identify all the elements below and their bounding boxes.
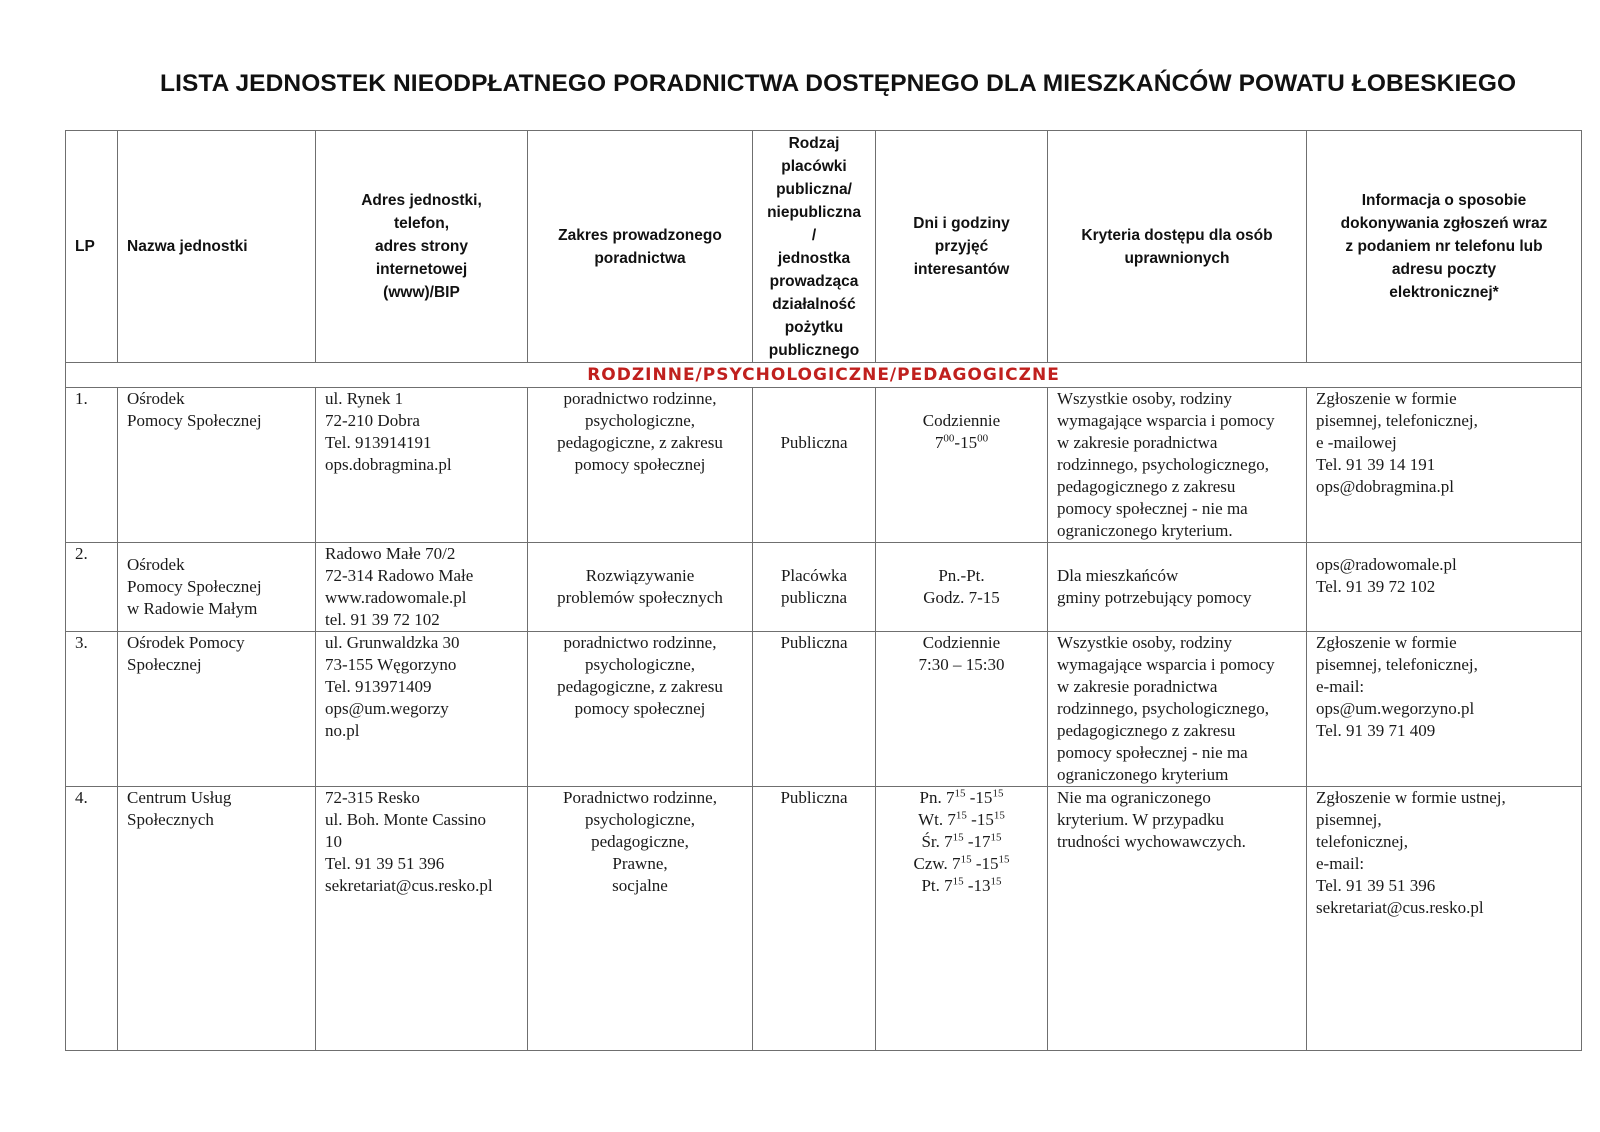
cell-lp: 4. — [66, 787, 118, 1051]
cell-line: ops@radowomale.pl — [1316, 555, 1457, 574]
section-title: RODZINNE/PSYCHOLOGICZNE/PEDAGOGICZNE — [66, 363, 1582, 388]
column-header-line: Kryteria dostępu dla osób — [1081, 226, 1273, 244]
cell-criteria — [1048, 632, 1307, 787]
cell-line: pedagogicznego z zakresu — [1057, 477, 1236, 496]
column-header-type — [753, 131, 876, 363]
cell-line: tel. 91 39 72 102 — [325, 610, 440, 629]
cell-line: Tel. 913914191 — [325, 433, 432, 452]
header-row — [66, 131, 1582, 363]
cell-line: rodzinnego, psychologicznego, — [1057, 455, 1269, 474]
hours-line: Codziennie — [922, 633, 1001, 652]
table-row — [66, 632, 1582, 787]
cell-line: ops@dobragmina.pl — [1316, 477, 1454, 496]
cell-line: psychologiczne, — [585, 655, 695, 674]
cell-line: pomocy społecznej - nie ma — [1057, 743, 1248, 762]
cell-line: wymagające wsparcia i pomocy — [1057, 655, 1275, 674]
cell-lp: 2. — [66, 543, 118, 632]
cell-line: Tel. 913971409 — [325, 677, 432, 696]
units-table — [65, 130, 1582, 1051]
cell-line: 10 — [325, 832, 342, 851]
cell-line: Ośrodek — [127, 389, 185, 408]
cell-line: pomocy społecznej — [574, 699, 706, 718]
cell-line: Zgłoszenie w formie — [1316, 633, 1457, 652]
hours-sup: 15 — [955, 809, 967, 822]
cell-lp: 3. — [66, 632, 118, 787]
cell-line: kryterium. W przypadku — [1057, 810, 1224, 829]
hours-sup: 15 — [960, 853, 972, 866]
cell-line: Rozwiązywanie — [585, 566, 695, 585]
hours-line: 7:30 – 15:30 — [918, 655, 1005, 674]
cell-line: e -mailowej — [1316, 433, 1397, 452]
cell-line: Zgłoszenie w formie — [1316, 389, 1457, 408]
cell-line: Poradnictwo rodzinne, — [563, 788, 717, 807]
cell-line: Publiczna — [780, 433, 848, 452]
cell-line: Tel. 91 39 72 102 — [1316, 577, 1436, 596]
column-header-line: (www)/BIP — [383, 284, 460, 301]
cell-scope — [528, 632, 753, 787]
cell-name — [118, 388, 316, 543]
cell-address — [316, 632, 528, 787]
cell-scope — [528, 543, 753, 632]
column-header-line: / — [811, 226, 817, 244]
column-header-line: Nazwa jednostki — [127, 238, 248, 255]
cell-contact — [1307, 632, 1582, 787]
column-header-criteria — [1048, 131, 1307, 363]
cell-line: trudności wychowawczych. — [1057, 832, 1246, 851]
column-header-line: Dni i godziny — [913, 215, 1010, 232]
cell-line: socjalne — [612, 876, 668, 895]
cell-criteria — [1048, 787, 1307, 1051]
cell-name — [118, 543, 316, 632]
cell-line: Publiczna — [780, 788, 848, 807]
hours-sup: 15 — [992, 787, 1004, 800]
cell-hours — [876, 787, 1048, 1051]
column-header-line: niepubliczna — [767, 203, 861, 221]
column-header-line: uprawnionych — [1124, 249, 1230, 267]
cell-criteria — [1048, 388, 1307, 543]
cell-line: telefonicznej, — [1316, 832, 1409, 851]
cell-line: ograniczonego kryterium. — [1057, 521, 1233, 540]
cell-line: pedagogicznego z zakresu — [1057, 721, 1236, 740]
column-header-line: publicznego — [768, 341, 860, 359]
cell-line: pedagogiczne, — [591, 832, 689, 851]
column-header-line: internetowej — [375, 261, 468, 278]
cell-line: w Radowie Małym — [127, 599, 258, 618]
cell-line: Tel. 91 39 51 396 — [1316, 876, 1436, 895]
cell-line: ops.dobragmina.pl — [325, 455, 452, 474]
cell-line: Placówka — [780, 566, 848, 585]
cell-line: www.radowomale.pl — [325, 588, 467, 607]
cell-contact — [1307, 787, 1582, 1051]
cell-type — [753, 632, 876, 787]
cell-line: 72-314 Radowo Małe — [325, 566, 474, 585]
cell-line: Centrum Usług — [127, 788, 232, 807]
cell-line: e-mail: — [1316, 677, 1365, 696]
cell-line: ul. Grunwaldzka 30 — [325, 633, 460, 652]
cell-line: 72-210 Dobra — [325, 411, 420, 430]
cell-line: ul. Rynek 1 — [325, 389, 404, 408]
section-row — [66, 363, 1582, 388]
cell-line: ograniczonego kryterium — [1057, 765, 1229, 784]
column-header-line: jednostka — [777, 249, 851, 267]
hours-line: $7^{00}-15^{00}$ — [934, 432, 989, 452]
column-header-lp — [66, 131, 118, 363]
column-header-line: działalność — [772, 295, 856, 313]
column-header-line: publiczna/ — [776, 180, 852, 198]
column-header-line: placówki — [781, 157, 847, 175]
column-header-line: adres strony — [374, 238, 469, 255]
cell-line: wymagające wsparcia i pomocy — [1057, 411, 1275, 430]
column-header-address — [316, 131, 528, 363]
cell-line: w zakresie poradnictwa — [1057, 433, 1218, 452]
cell-contact — [1307, 543, 1582, 632]
cell-line: ul. Boh. Monte Cassino — [325, 810, 487, 829]
hours-sup: 15 — [990, 875, 1002, 888]
cell-criteria — [1048, 543, 1307, 632]
column-header-line: z podaniem nr telefonu lub — [1345, 238, 1543, 255]
cell-hours — [876, 388, 1048, 543]
hours-line: Wt. $7^{15}$ $-15^{15}$ — [918, 809, 1005, 829]
column-header-line: LP — [75, 238, 95, 255]
cell-line: Społecznej — [127, 655, 202, 674]
cell-line: pisemnej, — [1316, 810, 1382, 829]
cell-line: psychologiczne, — [585, 411, 695, 430]
cell-line: pomocy społecznej — [574, 455, 706, 474]
cell-line: Ośrodek — [127, 555, 185, 574]
cell-line: sekretariat@cus.resko.pl — [325, 876, 493, 895]
cell-line: Tel. 91 39 14 191 — [1316, 455, 1436, 474]
cell-line: no.pl — [325, 721, 360, 740]
cell-name — [118, 632, 316, 787]
column-header-scope — [528, 131, 753, 363]
column-header-line: prowadząca — [769, 272, 859, 290]
hours-sup: 15 — [993, 809, 1005, 822]
cell-line: Radowo Małe 70/2 — [325, 544, 456, 563]
cell-line: pedagogiczne, z zakresu — [557, 677, 723, 696]
cell-line: Tel. 91 39 71 409 — [1316, 721, 1436, 740]
column-header-line: Zakres prowadzonego — [558, 226, 722, 244]
cell-contact — [1307, 388, 1582, 543]
table-row — [66, 543, 1582, 632]
hours-line: Pn.-Pt. — [938, 566, 985, 585]
column-header-line: elektronicznej* — [1389, 284, 1499, 301]
hours-sup: 00 — [943, 432, 955, 445]
column-header-line: interesantów — [913, 261, 1010, 278]
cell-hours — [876, 543, 1048, 632]
hours-line: Śr. $7^{15}$ $-17^{15}$ — [921, 831, 1002, 851]
cell-line: Nie ma ograniczonego — [1057, 788, 1211, 807]
column-header-line: Adres jednostki, — [361, 192, 482, 209]
cell-address — [316, 543, 528, 632]
cell-line: pisemnej, telefonicznej, — [1316, 655, 1478, 674]
hours-sup: 15 — [952, 831, 964, 844]
cell-type — [753, 787, 876, 1051]
column-header-hours — [876, 131, 1048, 363]
hours-sup: 15 — [998, 853, 1010, 866]
cell-line: pisemnej, telefonicznej, — [1316, 411, 1478, 430]
cell-line: Pomocy Społecznej — [127, 411, 262, 430]
cell-line: w zakresie poradnictwa — [1057, 677, 1218, 696]
hours-line: Godz. 7-15 — [923, 588, 1000, 607]
cell-line: ops@um.wegorzy — [325, 699, 449, 718]
cell-line: publiczna — [780, 588, 848, 607]
cell-line: Dla mieszkańców — [1057, 566, 1179, 585]
cell-line: psychologiczne, — [585, 810, 695, 829]
cell-line: 72-315 Resko — [325, 788, 420, 807]
cell-lp: 1. — [66, 388, 118, 543]
hours-sup: 15 — [990, 831, 1002, 844]
column-header-line: pożytku — [784, 318, 844, 336]
hours-sup: 15 — [952, 875, 964, 888]
cell-line: pedagogiczne, z zakresu — [557, 433, 723, 452]
page-title: LISTA JEDNOSTEK NIEODPŁATNEGO PORADNICTWA DOSTĘPNEGO DLA MIESZKAŃCÓW POWATU ŁOBESKIEGO — [160, 70, 1517, 97]
column-header-name — [118, 131, 316, 363]
cell-hours — [876, 632, 1048, 787]
cell-line: sekretariat@cus.resko.pl — [1316, 898, 1484, 917]
cell-line: Pomocy Społecznej — [127, 577, 262, 596]
cell-line: Zgłoszenie w formie ustnej, — [1316, 788, 1506, 807]
cell-address — [316, 388, 528, 543]
cell-scope — [528, 787, 753, 1051]
column-header-line: Informacja o sposobie — [1361, 192, 1527, 209]
cell-line: pomocy społecznej - nie ma — [1057, 499, 1248, 518]
column-header-line: dokonywania zgłoszeń wraz — [1340, 215, 1548, 232]
cell-line: Wszystkie osoby, rodziny — [1057, 633, 1233, 652]
cell-line: problemów społecznych — [557, 588, 723, 607]
cell-line: Społecznych — [127, 810, 214, 829]
cell-line: Publiczna — [780, 633, 848, 652]
cell-type — [753, 543, 876, 632]
cell-line: Prawne, — [612, 854, 668, 873]
column-header-contact — [1307, 131, 1582, 363]
table-row — [66, 787, 1582, 1051]
cell-line: Tel. 91 39 51 396 — [325, 854, 445, 873]
cell-line: poradnictwo rodzinne, — [563, 633, 717, 652]
cell-line: 73-155 Węgorzyno — [325, 655, 457, 674]
hours-line: Codziennie — [922, 411, 1001, 430]
column-header-line: Rodzaj — [788, 134, 840, 152]
hours-sup: 00 — [977, 432, 989, 445]
hours-line: Pn. $7^{15}$ $-15^{15}$ — [919, 787, 1004, 807]
table-row — [66, 388, 1582, 543]
column-header-line: poradnictwa — [594, 249, 686, 267]
cell-scope — [528, 388, 753, 543]
cell-line: Wszystkie osoby, rodziny — [1057, 389, 1233, 408]
hours-line: Pt. $7^{15}$ $-13^{15}$ — [921, 875, 1002, 895]
cell-line: Ośrodek Pomocy — [127, 633, 245, 652]
cell-address — [316, 787, 528, 1051]
column-header-line: telefon, — [393, 215, 450, 232]
cell-line: e-mail: — [1316, 854, 1365, 873]
cell-name — [118, 787, 316, 1051]
cell-line: rodzinnego, psychologicznego, — [1057, 699, 1269, 718]
cell-line: ops@um.wegorzyno.pl — [1316, 699, 1475, 718]
hours-sup: 15 — [954, 787, 966, 800]
hours-line: Czw. $7^{15}$ $-15^{15}$ — [913, 853, 1010, 873]
cell-line: gminy potrzebujący pomocy — [1057, 588, 1252, 607]
cell-line: poradnictwo rodzinne, — [563, 389, 717, 408]
cell-type — [753, 388, 876, 543]
column-header-line: przyjęć — [934, 238, 989, 255]
column-header-line: adresu poczty — [1391, 261, 1497, 278]
